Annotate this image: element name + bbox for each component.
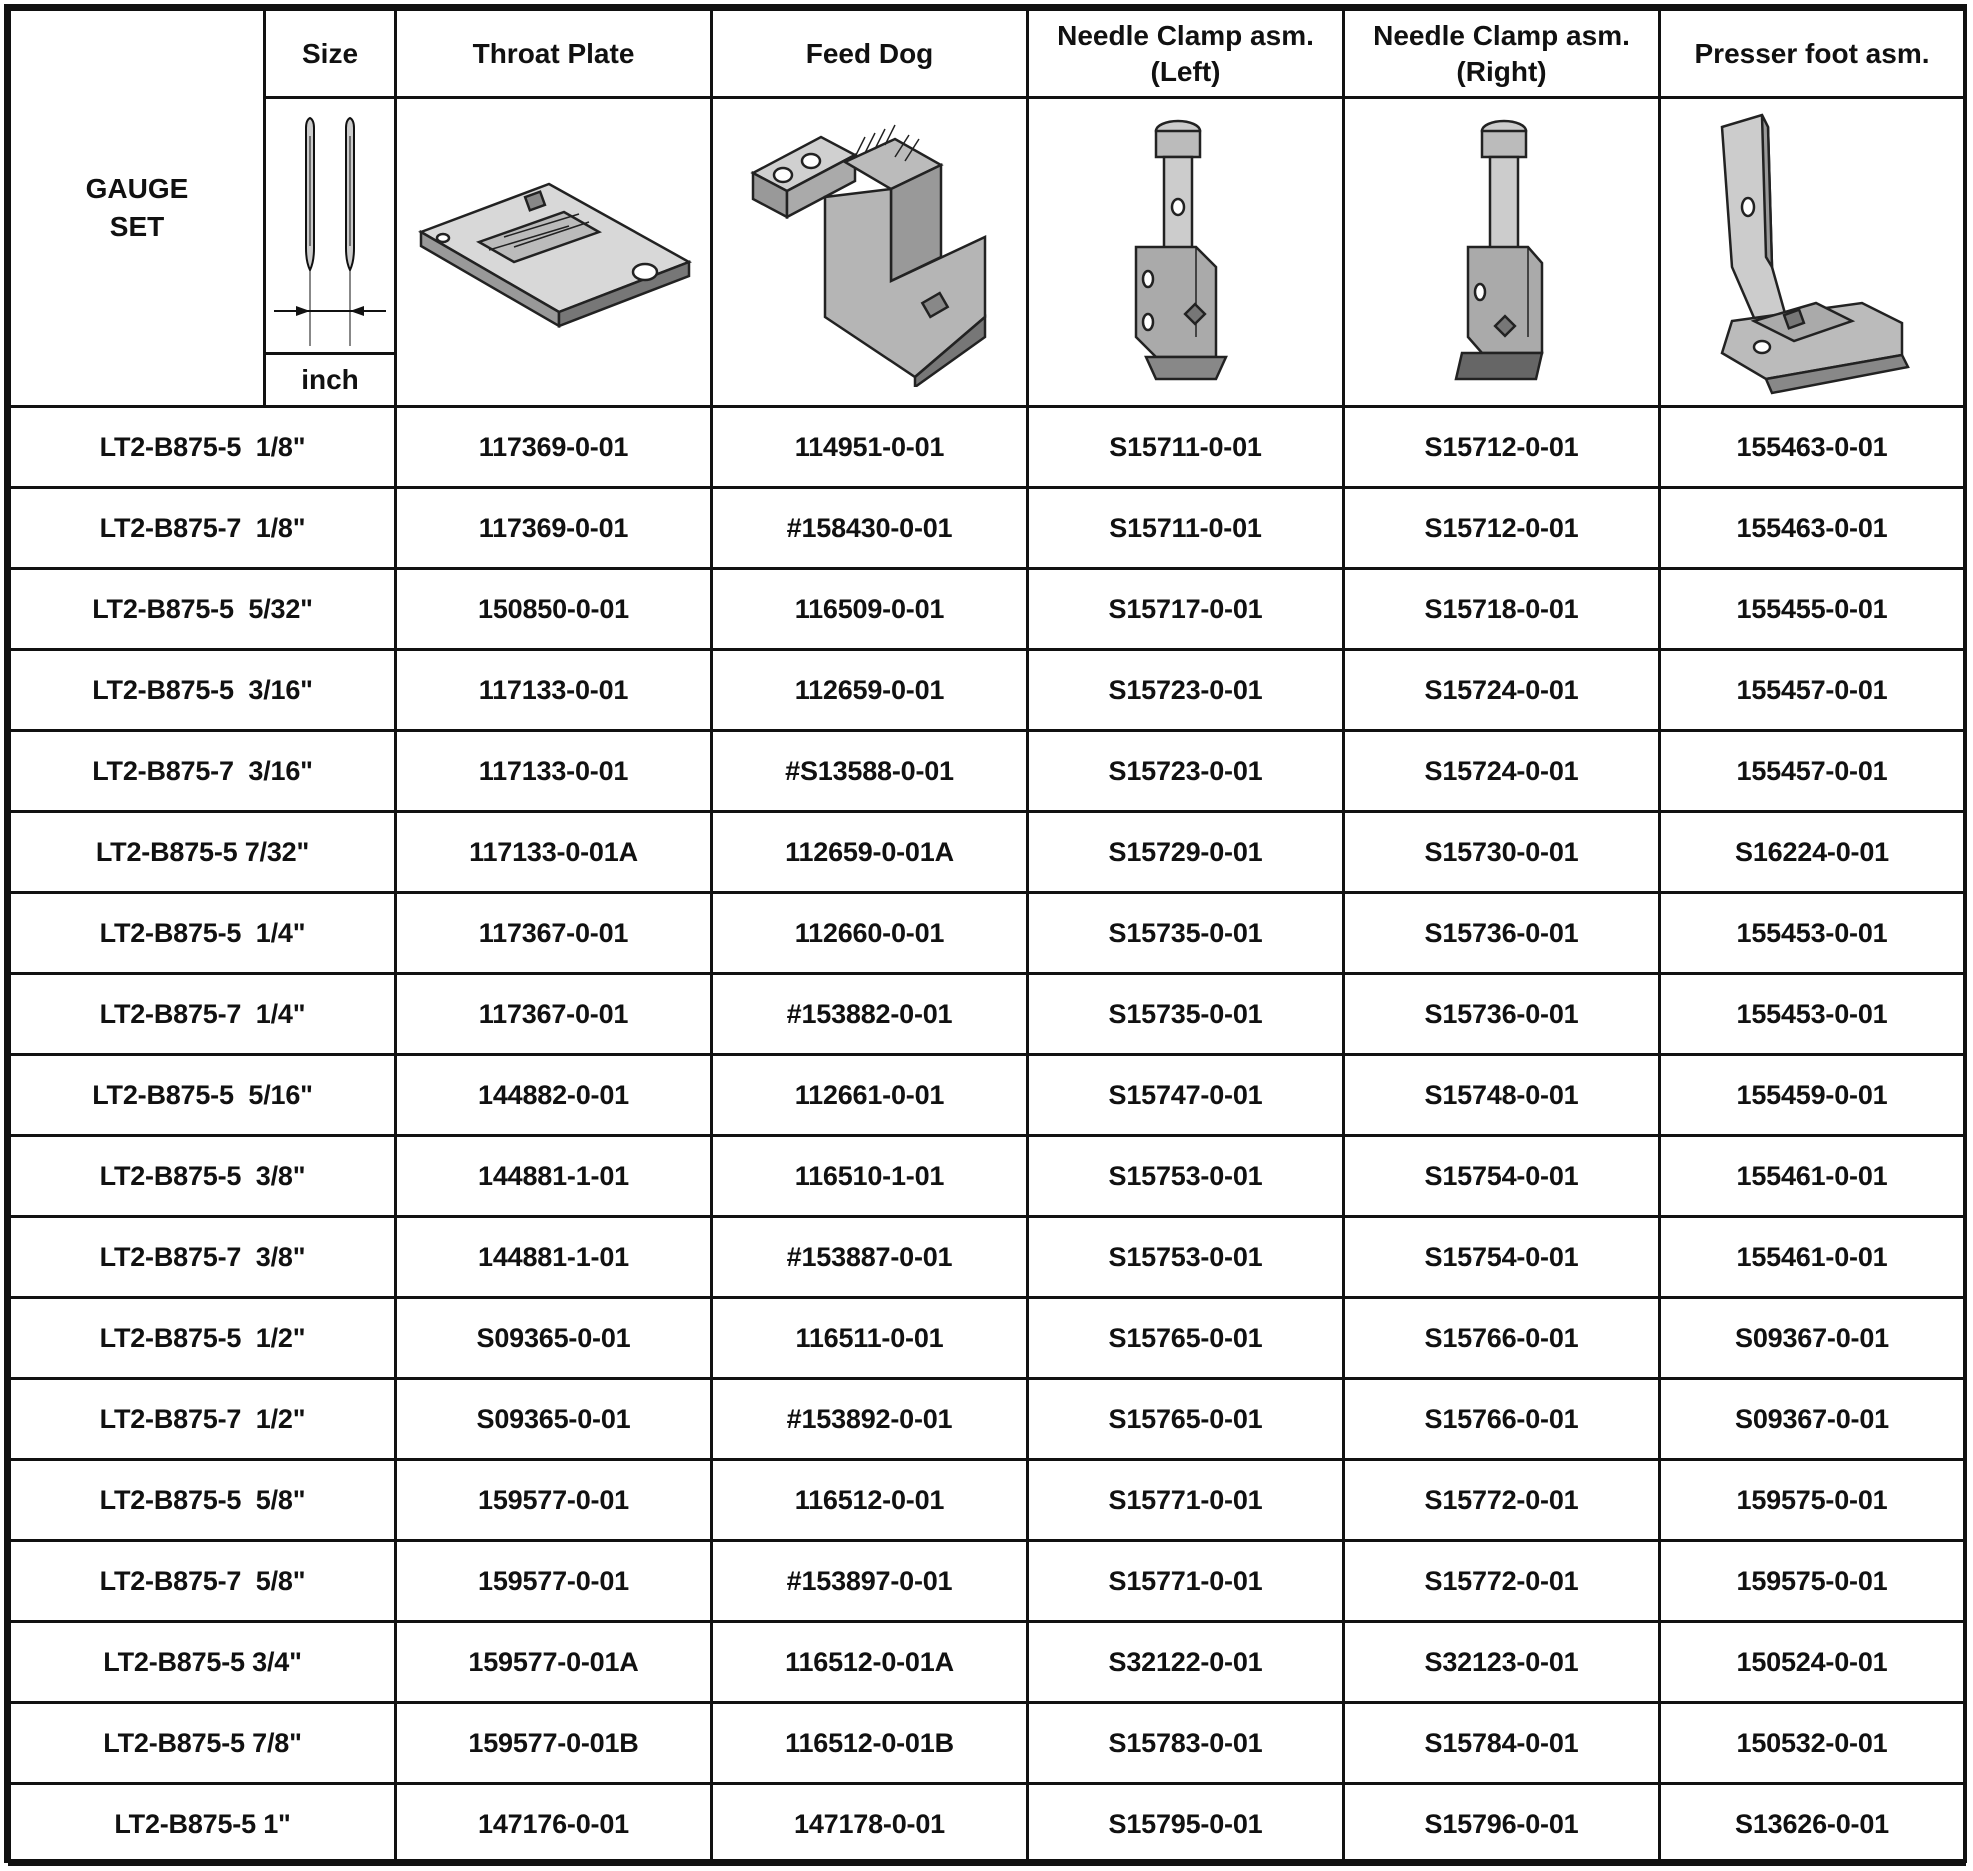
gauge-set-cell: LT2-B875-7 1/8" — [10, 488, 396, 569]
parts-table-sheet — [4, 4, 1967, 1863]
gauge-set-cell: LT2-B875-7 3/8" — [10, 1217, 396, 1298]
needle-clamp-left-cell: S15717-0-01 — [1028, 569, 1344, 650]
parts-rows — [10, 407, 1965, 1865]
feed-dog-cell: 116510-1-01 — [712, 1136, 1028, 1217]
needle-clamp-right-illustration-cell — [1344, 98, 1660, 407]
needle-clamp-left-cell: S15711-0-01 — [1028, 407, 1344, 488]
feed-dog-cell: 114951-0-01 — [712, 407, 1028, 488]
needle-clamp-right-cell: S15724-0-01 — [1344, 731, 1660, 812]
presser-foot-cell: 155455-0-01 — [1660, 569, 1965, 650]
presser-foot-cell: S13626-0-01 — [1660, 1784, 1965, 1865]
needle-gauge-icon — [270, 106, 390, 346]
illustration-row — [10, 98, 1965, 354]
feed-dog-cell: 116512-0-01B — [712, 1703, 1028, 1784]
feed-dog-illustration-cell — [712, 98, 1028, 407]
table-row — [10, 731, 1965, 812]
gauge-set-cell: LT2-B875-5 3/8" — [10, 1136, 396, 1217]
presser-foot-header: Presser foot asm. — [1660, 10, 1965, 98]
throat-plate-cell: 144881-1-01 — [396, 1217, 712, 1298]
needle-clamp-right-cell: S15724-0-01 — [1344, 650, 1660, 731]
feed-dog-cell: 147178-0-01 — [712, 1784, 1028, 1865]
presser-foot-cell: 150532-0-01 — [1660, 1703, 1965, 1784]
gauge-set-cell: LT2-B875-5 1/2" — [10, 1298, 396, 1379]
needle-clamp-left-cell: S15753-0-01 — [1028, 1217, 1344, 1298]
needle-clamp-right-cell: S15772-0-01 — [1344, 1541, 1660, 1622]
table-row — [10, 1703, 1965, 1784]
needle-clamp-right-cell: S15772-0-01 — [1344, 1460, 1660, 1541]
needle-clamp-left-cell: S15747-0-01 — [1028, 1055, 1344, 1136]
feed-dog-cell: 116512-0-01 — [712, 1460, 1028, 1541]
needle-clamp-right-cell: S15736-0-01 — [1344, 974, 1660, 1055]
throat-plate-icon — [409, 162, 699, 342]
table-row — [10, 488, 1965, 569]
table-row — [10, 812, 1965, 893]
gauge-set-cell: LT2-B875-7 5/8" — [10, 1541, 396, 1622]
needle-clamp-right-cell: S15766-0-01 — [1344, 1379, 1660, 1460]
needle-clamp-left-header: Needle Clamp asm. (Left) — [1028, 10, 1344, 98]
needle-clamp-right-cell: S15754-0-01 — [1344, 1217, 1660, 1298]
gauge-set-cell: LT2-B875-5 1" — [10, 1784, 396, 1865]
presser-foot-cell: 155453-0-01 — [1660, 974, 1965, 1055]
presser-foot-cell: S16224-0-01 — [1660, 812, 1965, 893]
feed-dog-cell: #153882-0-01 — [712, 974, 1028, 1055]
gauge-set-cell: LT2-B875-5 5/16" — [10, 1055, 396, 1136]
throat-plate-cell: 159577-0-01A — [396, 1622, 712, 1703]
size-header: Size — [265, 10, 396, 98]
table-row — [10, 1379, 1965, 1460]
needle-clamp-left-cell: S15711-0-01 — [1028, 488, 1344, 569]
table-row — [10, 1541, 1965, 1622]
needle-clamp-left-cell: S15795-0-01 — [1028, 1784, 1344, 1865]
throat-plate-cell: S09365-0-01 — [396, 1379, 712, 1460]
needle-clamp-right-cell: S32123-0-01 — [1344, 1622, 1660, 1703]
feed-dog-cell: #153892-0-01 — [712, 1379, 1028, 1460]
throat-plate-cell: 117367-0-01 — [396, 974, 712, 1055]
presser-foot-icon — [1702, 107, 1922, 397]
needle-clamp-left-cell: S32122-0-01 — [1028, 1622, 1344, 1703]
presser-foot-cell: S09367-0-01 — [1660, 1379, 1965, 1460]
feed-dog-cell: #158430-0-01 — [712, 488, 1028, 569]
needle-clamp-right-cell: S15712-0-01 — [1344, 407, 1660, 488]
throat-plate-cell: 159577-0-01B — [396, 1703, 712, 1784]
presser-foot-illustration-cell — [1660, 98, 1965, 407]
table-row — [10, 1460, 1965, 1541]
throat-plate-cell: 117133-0-01 — [396, 650, 712, 731]
table-row — [10, 974, 1965, 1055]
throat-plate-cell: 117369-0-01 — [396, 407, 712, 488]
presser-foot-cell: 155461-0-01 — [1660, 1217, 1965, 1298]
needle-clamp-right-icon — [1432, 117, 1572, 387]
needle-clamp-left-cell: S15771-0-01 — [1028, 1541, 1344, 1622]
needle-clamp-left-cell: S15765-0-01 — [1028, 1298, 1344, 1379]
presser-foot-cell: 155463-0-01 — [1660, 488, 1965, 569]
feed-dog-cell: #153897-0-01 — [712, 1541, 1028, 1622]
gauge-set-parts-table — [8, 8, 1966, 1866]
gauge-set-cell: LT2-B875-5 1/8" — [10, 407, 396, 488]
feed-dog-cell: 116511-0-01 — [712, 1298, 1028, 1379]
presser-foot-cell: S09367-0-01 — [1660, 1298, 1965, 1379]
needle-clamp-left-cell: S15735-0-01 — [1028, 974, 1344, 1055]
presser-foot-cell: 155453-0-01 — [1660, 893, 1965, 974]
throat-plate-cell: 117369-0-01 — [396, 488, 712, 569]
presser-foot-cell: 159575-0-01 — [1660, 1460, 1965, 1541]
feed-dog-cell: #S13588-0-01 — [712, 731, 1028, 812]
needle-clamp-right-cell: S15718-0-01 — [1344, 569, 1660, 650]
throat-plate-cell: 144882-0-01 — [396, 1055, 712, 1136]
size-illustration-cell — [265, 98, 396, 354]
needle-clamp-left-illustration-cell — [1028, 98, 1344, 407]
table-row — [10, 1217, 1965, 1298]
feed-dog-cell: #153887-0-01 — [712, 1217, 1028, 1298]
needle-clamp-left-cell: S15723-0-01 — [1028, 650, 1344, 731]
table-row — [10, 1136, 1965, 1217]
gauge-set-cell: LT2-B875-5 1/4" — [10, 893, 396, 974]
throat-plate-cell: 117367-0-01 — [396, 893, 712, 974]
needle-clamp-right-cell: S15754-0-01 — [1344, 1136, 1660, 1217]
throat-plate-cell: 147176-0-01 — [396, 1784, 712, 1865]
table-row — [10, 1784, 1965, 1865]
gauge-set-header: GAUGE SET — [10, 10, 265, 407]
table-row — [10, 1298, 1965, 1379]
table-row — [10, 650, 1965, 731]
needle-clamp-right-cell: S15766-0-01 — [1344, 1298, 1660, 1379]
throat-plate-illustration-cell — [396, 98, 712, 407]
needle-clamp-left-cell: S15783-0-01 — [1028, 1703, 1344, 1784]
needle-clamp-left-cell: S15729-0-01 — [1028, 812, 1344, 893]
presser-foot-cell: 159575-0-01 — [1660, 1541, 1965, 1622]
table-row — [10, 569, 1965, 650]
needle-clamp-right-cell: S15730-0-01 — [1344, 812, 1660, 893]
throat-plate-cell: S09365-0-01 — [396, 1298, 712, 1379]
needle-clamp-right-cell: S15736-0-01 — [1344, 893, 1660, 974]
throat-plate-cell: 150850-0-01 — [396, 569, 712, 650]
presser-foot-cell: 155457-0-01 — [1660, 650, 1965, 731]
gauge-set-cell: LT2-B875-7 1/4" — [10, 974, 396, 1055]
feed-dog-cell: 112661-0-01 — [712, 1055, 1028, 1136]
gauge-set-cell: LT2-B875-5 7/8" — [10, 1703, 396, 1784]
gauge-set-cell: LT2-B875-5 3/4" — [10, 1622, 396, 1703]
throat-plate-cell: 144881-1-01 — [396, 1136, 712, 1217]
needle-clamp-right-cell: S15712-0-01 — [1344, 488, 1660, 569]
throat-plate-cell: 117133-0-01A — [396, 812, 712, 893]
gauge-set-cell: LT2-B875-5 7/32" — [10, 812, 396, 893]
presser-foot-cell: 155457-0-01 — [1660, 731, 1965, 812]
gauge-set-cell: LT2-B875-5 5/8" — [10, 1460, 396, 1541]
header-row — [10, 10, 1965, 98]
throat-plate-cell: 159577-0-01 — [396, 1460, 712, 1541]
presser-foot-cell: 155463-0-01 — [1660, 407, 1965, 488]
feed-dog-cell: 112659-0-01A — [712, 812, 1028, 893]
feed-dog-cell: 116512-0-01A — [712, 1622, 1028, 1703]
needle-clamp-left-icon — [1116, 117, 1256, 387]
gauge-set-cell: LT2-B875-7 1/2" — [10, 1379, 396, 1460]
gauge-set-cell: LT2-B875-5 5/32" — [10, 569, 396, 650]
needle-clamp-left-cell: S15723-0-01 — [1028, 731, 1344, 812]
gauge-set-cell: LT2-B875-5 3/16" — [10, 650, 396, 731]
feed-dog-cell: 112659-0-01 — [712, 650, 1028, 731]
table-row — [10, 1055, 1965, 1136]
feed-dog-icon — [745, 117, 995, 387]
needle-clamp-right-header: Needle Clamp asm. (Right) — [1344, 10, 1660, 98]
throat-plate-header: Throat Plate — [396, 10, 712, 98]
throat-plate-cell: 159577-0-01 — [396, 1541, 712, 1622]
table-row — [10, 407, 1965, 488]
feed-dog-cell: 116509-0-01 — [712, 569, 1028, 650]
throat-plate-cell: 117133-0-01 — [396, 731, 712, 812]
feed-dog-cell: 112660-0-01 — [712, 893, 1028, 974]
table-row — [10, 893, 1965, 974]
needle-clamp-left-cell: S15771-0-01 — [1028, 1460, 1344, 1541]
presser-foot-cell: 155459-0-01 — [1660, 1055, 1965, 1136]
table-row — [10, 1622, 1965, 1703]
gauge-set-cell: LT2-B875-7 3/16" — [10, 731, 396, 812]
needle-clamp-right-cell: S15748-0-01 — [1344, 1055, 1660, 1136]
needle-clamp-left-cell: S15753-0-01 — [1028, 1136, 1344, 1217]
needle-clamp-right-cell: S15784-0-01 — [1344, 1703, 1660, 1784]
needle-clamp-right-cell: S15796-0-01 — [1344, 1784, 1660, 1865]
presser-foot-cell: 150524-0-01 — [1660, 1622, 1965, 1703]
feed-dog-header: Feed Dog — [712, 10, 1028, 98]
presser-foot-cell: 155461-0-01 — [1660, 1136, 1965, 1217]
needle-clamp-left-cell: S15765-0-01 — [1028, 1379, 1344, 1460]
needle-clamp-left-cell: S15735-0-01 — [1028, 893, 1344, 974]
size-unit-label: inch — [265, 354, 396, 407]
